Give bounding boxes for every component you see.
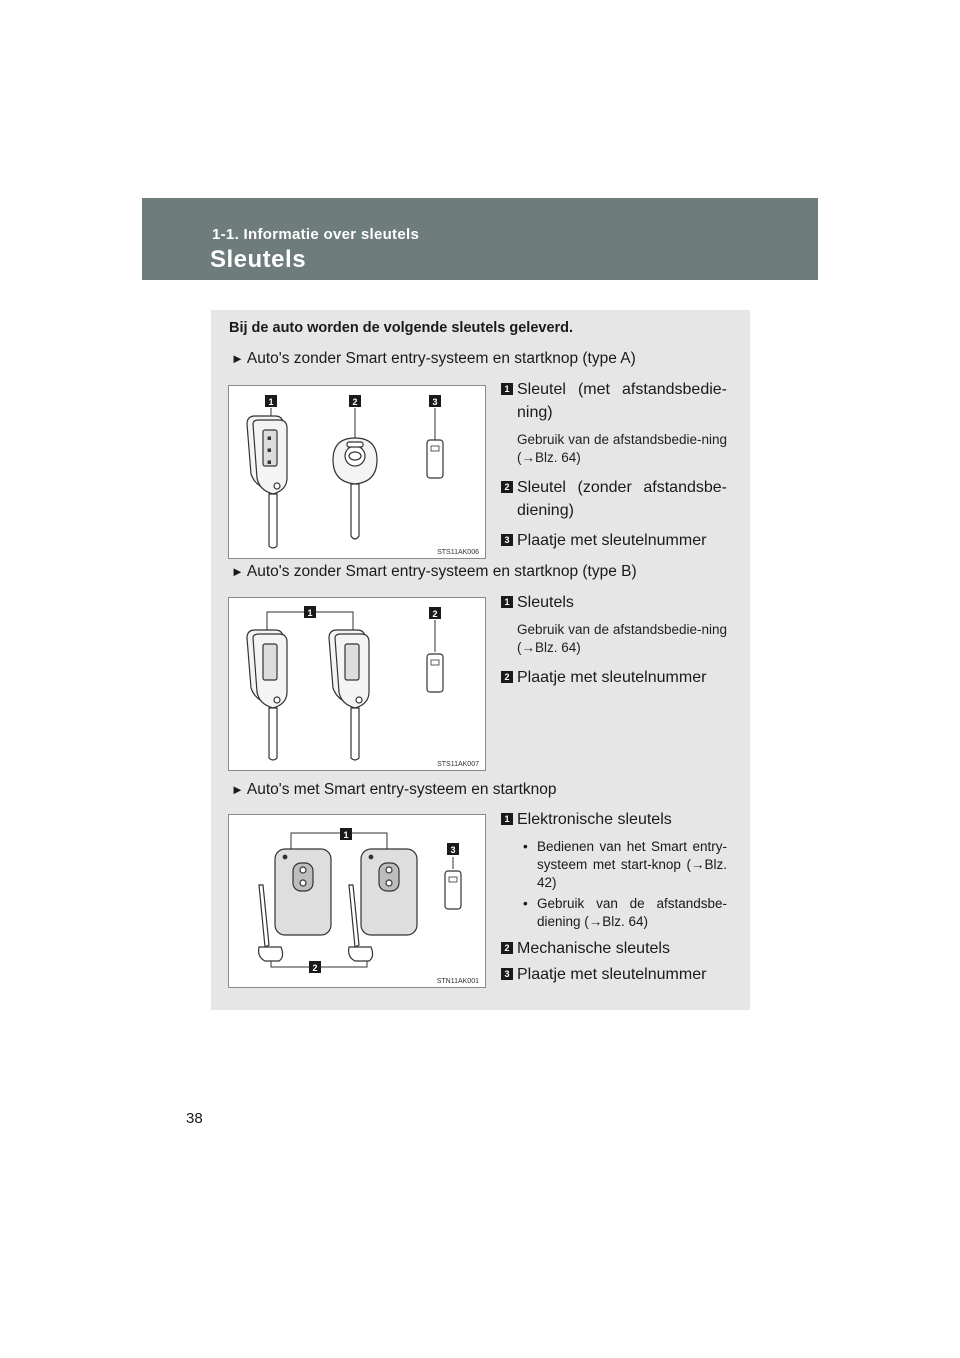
figure-code: STN11AK001	[436, 978, 479, 985]
callout-1-label: 1	[307, 608, 313, 618]
intro-text: Bij de auto worden de volgende sleutels geleverd.	[229, 320, 574, 336]
bullet-item: • Gebruik van de afstandsbe-diening (→Blz. 64)	[517, 895, 727, 931]
keys-smart-illustration	[229, 815, 485, 987]
legend-note: Gebruik van de afstandsbedie-ning (→Blz. 64)	[517, 432, 727, 465]
svg-text:▪: ▪	[267, 446, 272, 454]
legend-item: 1 Sleutels	[501, 591, 727, 614]
plain-key-icon	[333, 438, 377, 539]
svg-text:▪: ▪	[267, 434, 272, 442]
keys-type-a-illustration	[229, 386, 485, 558]
legend-note: Gebruik van de afstandsbedie-ning (→Blz. 64)	[517, 622, 727, 655]
legend-type-b	[501, 591, 727, 696]
arrow-icon: ►	[231, 782, 244, 797]
legend-type-a	[501, 378, 727, 559]
callout-2-label: 2	[312, 963, 318, 973]
callout-3-label: 3	[450, 845, 456, 855]
bullet-item: • Bedienen van het Smart entry-systeem met start-knop (→Blz. 42)	[517, 838, 727, 892]
figure-keys-smart	[228, 814, 486, 988]
page-title: Sleutels	[210, 246, 307, 273]
callout-2-label: 2	[352, 397, 358, 407]
section-a-heading: ► Auto's zonder Smart entry-systeem en startknop (type A)	[231, 350, 636, 367]
legend-item: 3 Plaatje met sleutelnummer	[501, 529, 727, 552]
page-number: 38	[186, 1110, 203, 1127]
callout-1-label: 1	[268, 397, 274, 407]
legend-item: 2 Plaatje met sleutelnummer	[501, 666, 727, 689]
callout-2-label: 2	[432, 609, 438, 619]
section-c-heading: ► Auto's met Smart entry-systeem en startknop	[231, 781, 557, 798]
section-title: 1-1. Informatie over sleutels	[212, 226, 420, 243]
arrow-icon: ►	[231, 564, 244, 579]
content-panel	[211, 310, 750, 1010]
legend-item: 1 Elektronische sleutels	[501, 808, 727, 831]
section-b-heading: ► Auto's zonder Smart entry-systeem en startknop (type B)	[231, 563, 637, 580]
figure-keys-type-b	[228, 597, 486, 771]
legend-item: 1 Sleutel (met afstandsbedie-ning)	[501, 378, 727, 424]
legend-smart	[501, 808, 727, 993]
keys-type-b-illustration	[229, 598, 485, 770]
callout-1-label: 1	[343, 830, 349, 840]
figure-code: STS11AK007	[437, 761, 479, 768]
smart-key-icon	[275, 849, 331, 935]
remote-key-icon	[329, 630, 369, 760]
callout-3-label: 3	[432, 397, 438, 407]
arrow-icon: ►	[231, 351, 244, 366]
legend-bullets	[501, 838, 727, 931]
svg-text:▪: ▪	[267, 458, 272, 466]
smart-key-icon	[361, 849, 417, 935]
figure-keys-type-a	[228, 385, 486, 559]
legend-item: 3 Plaatje met sleutelnummer	[501, 963, 727, 986]
legend-item: 2 Sleutel (zonder afstandsbe-diening)	[501, 476, 727, 522]
remote-key-icon	[247, 630, 287, 760]
figure-code: STS11AK006	[437, 549, 479, 556]
legend-item: 2 Mechanische sleutels	[501, 937, 727, 960]
section-header	[142, 198, 818, 280]
